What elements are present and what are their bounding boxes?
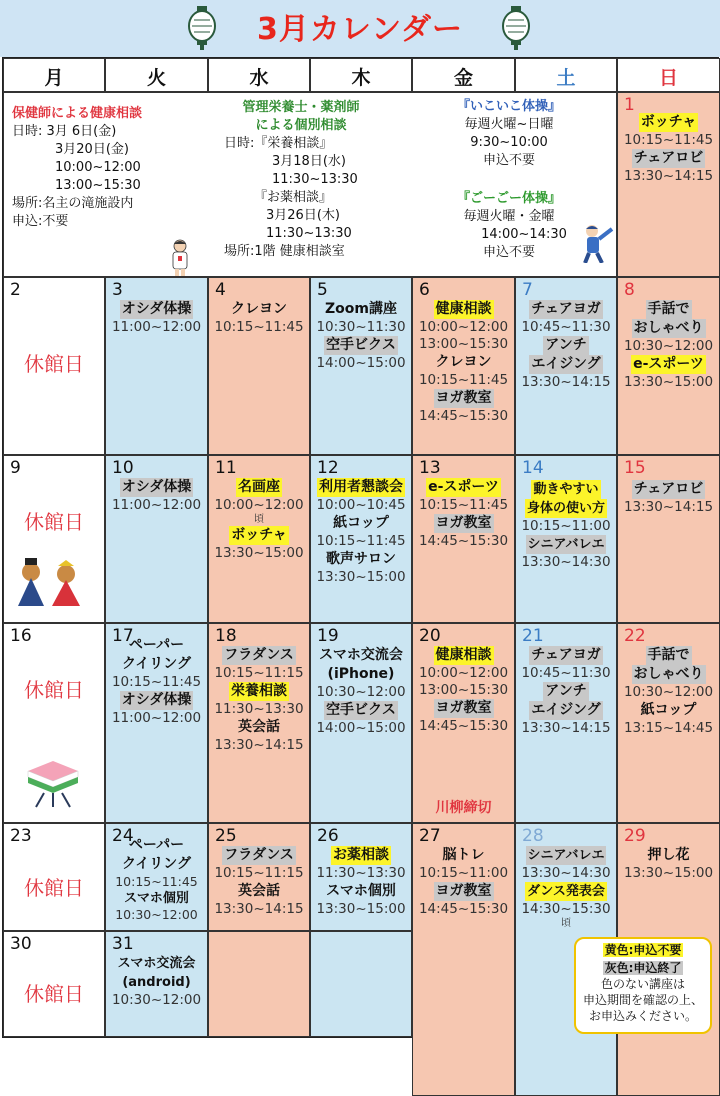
events [516, 480, 616, 571]
gogo-line3: 申込不要 [482, 245, 535, 260]
nutrition-line3: 11:30~13:30 [272, 172, 358, 187]
nurse-icon [167, 239, 193, 277]
event-name[interactable]: クイリング [121, 656, 192, 672]
event-time: 14:00~15:00 [316, 355, 406, 371]
nutrition-line4: 『お薬相談』 [254, 190, 333, 205]
gogo-info [434, 190, 584, 262]
day-cell-18[interactable] [208, 623, 310, 823]
day-cell-20[interactable] [412, 623, 515, 823]
event-time: 10:15~11:45 [623, 132, 714, 148]
event-time: 13:30~14:15 [521, 374, 611, 390]
event-time: 10:30~12:00 [623, 684, 714, 700]
health-date1: 日時: 3月 6日(金) [12, 124, 117, 139]
day-number: 30 [10, 934, 32, 954]
event-name[interactable]: 紙コップ [640, 702, 697, 718]
event-time: 14:45~15:30 [418, 901, 509, 917]
event-time: 13:30~15:00 [214, 545, 304, 561]
event-name[interactable]: ヨガ教室 [435, 883, 492, 899]
event-name[interactable]: クレヨン [231, 301, 287, 317]
day-number: 27 [419, 826, 441, 846]
day-cell-1[interactable] [617, 92, 720, 277]
event-name[interactable]: おしゃべり [633, 666, 704, 682]
hina-doll-icon [14, 556, 84, 608]
health-time1: 10:00~12:00 [55, 160, 141, 175]
event-name[interactable]: ボッチャ [231, 527, 287, 543]
event-name[interactable]: チェアヨガ [531, 647, 601, 663]
event-name[interactable]: ペーパー [128, 837, 185, 853]
events [209, 478, 309, 562]
day-number: 20 [419, 626, 441, 646]
event-time: 10:15~11:45 [418, 372, 509, 388]
day-cell-14[interactable] [515, 455, 617, 623]
info-panel [3, 92, 617, 277]
event-name[interactable]: 押し花 [647, 847, 690, 863]
day-number: 21 [522, 626, 544, 646]
ikoiko-line3: 申込不要 [482, 153, 535, 168]
event-name[interactable]: スマホ交流会 [117, 956, 196, 971]
event-name[interactable]: ヨガ教室 [435, 700, 492, 716]
day-number: 5 [317, 280, 328, 300]
event-name[interactable]: 健康相談 [435, 647, 492, 663]
events [311, 646, 411, 737]
day-cell-4[interactable] [208, 277, 310, 455]
event-name[interactable]: 名画座 [238, 479, 280, 495]
day-number: 31 [112, 934, 134, 954]
event-time: 10:00~10:45 [316, 497, 406, 513]
day-cell-24[interactable] [105, 823, 208, 931]
event-time: 10:15~11:00 [418, 865, 509, 881]
event-time: 13:30~15:00 [623, 865, 714, 881]
event-name[interactable]: アンチ [545, 337, 587, 353]
event-time: 10:15~11:45 [214, 319, 304, 335]
page-title: 3月カレンダー [257, 12, 463, 47]
events [311, 478, 411, 586]
weekday-wed: 水 [208, 58, 310, 92]
lantern-icon [500, 6, 532, 50]
event-time: 10:15~11:45 [115, 874, 198, 889]
ikoiko-line2: 9:30~10:00 [470, 135, 548, 150]
events [413, 300, 514, 425]
closed-label: 休館日 [24, 352, 84, 376]
weekday-thu: 木 [310, 58, 412, 92]
event-time: 10:30~11:30 [316, 319, 406, 335]
day-number: 16 [10, 626, 32, 646]
closed-label: 休館日 [24, 510, 84, 534]
event-time: 10:30~12:00 [316, 684, 406, 700]
senryu-deadline: 川柳締切 [435, 800, 492, 816]
day-number: 17 [112, 626, 134, 646]
event-time: 11:30~13:30 [214, 701, 304, 717]
day-number: 15 [624, 458, 646, 478]
event-name[interactable]: ダンス発表会 [527, 884, 605, 899]
event-name[interactable]: 歌声サロン [326, 551, 396, 567]
event-name[interactable]: 空手ビクス [326, 702, 396, 718]
day-number: 2 [10, 280, 21, 300]
event-name[interactable]: 身体の使い方 [526, 501, 605, 516]
events [106, 954, 207, 1009]
event-time: 10:45~11:30 [521, 319, 611, 335]
weekday-sat: 土 [515, 58, 617, 92]
day-cell-3[interactable] [105, 277, 208, 455]
day-cell-8[interactable] [617, 277, 720, 455]
nutrition-title-box [226, 99, 376, 135]
day-cell-26[interactable] [310, 823, 412, 931]
day-number: 3 [112, 280, 123, 300]
event-time: 14:30~15:30 [521, 901, 611, 917]
event-time: 11:00~12:00 [111, 319, 202, 335]
nutrition-title2: による個別相談 [255, 118, 347, 133]
health-apply: 申込:不要 [12, 214, 69, 229]
event-time: 10:00~12:00 [214, 497, 304, 513]
event-name[interactable]: 栄養相談 [231, 683, 287, 699]
event-time: 11:30~13:30 [316, 865, 406, 881]
day-cell-17[interactable] [105, 623, 208, 823]
day-number: 23 [10, 826, 32, 846]
ikoiko-info [434, 98, 584, 170]
event-time: 13:30~14:15 [623, 168, 714, 184]
event-name[interactable]: (android) [122, 975, 191, 990]
event-time: 14:45~15:30 [418, 718, 509, 734]
events [413, 646, 514, 735]
day-number: 26 [317, 826, 339, 846]
event-name[interactable]: スマホ個別 [124, 891, 189, 906]
legend-yellow: 黄色:申込不要 [604, 943, 682, 957]
day-cell-7[interactable] [515, 277, 617, 455]
approx-mark: 頃 [254, 514, 264, 525]
day-number: 4 [215, 280, 226, 300]
event-name[interactable]: クレヨン [435, 354, 492, 370]
event-name[interactable]: 手話で [647, 647, 690, 663]
events [516, 846, 616, 930]
day-number: 8 [624, 280, 635, 300]
header-bar [0, 0, 720, 57]
day-number: 19 [317, 626, 339, 646]
events [618, 480, 719, 516]
event-name[interactable]: フラダンス [224, 647, 294, 663]
day-number: 22 [624, 626, 646, 646]
lantern-icon [186, 6, 218, 50]
day-cell-11[interactable] [208, 455, 310, 623]
day-cell-12[interactable] [310, 455, 412, 623]
day-cell-9[interactable] [3, 455, 105, 623]
event-name[interactable]: クイリング [121, 856, 192, 872]
health-consult-info [12, 105, 142, 231]
event-time: 11:00~12:00 [111, 497, 202, 513]
event-name[interactable]: 手話で [647, 301, 690, 317]
health-consult-title: 保健師による健康相談 [12, 106, 143, 121]
day-number: 25 [215, 826, 237, 846]
events [106, 836, 207, 922]
day-cell-15[interactable] [617, 455, 720, 623]
events [618, 846, 719, 882]
event-name[interactable]: チェアロビ [633, 150, 704, 166]
events [209, 846, 309, 918]
day-number: 7 [522, 280, 533, 300]
event-time: 10:45~11:30 [521, 665, 611, 681]
day-cell-2[interactable] [3, 277, 105, 455]
event-name[interactable]: 紙コップ [333, 515, 389, 531]
event-name[interactable]: 利用者懇談会 [319, 479, 403, 495]
exercise-person-icon [580, 221, 616, 263]
event-name[interactable]: ヨガ教室 [435, 515, 492, 531]
event-time: 13:30~14:15 [214, 737, 304, 753]
event-time: 13:30~14:30 [521, 865, 611, 881]
gogo-title: 『ごーごー体操』 [456, 191, 561, 206]
events [516, 646, 616, 737]
event-time: 13:30~14:15 [521, 720, 611, 736]
events [413, 478, 514, 550]
event-time: 10:15~11:00 [521, 518, 611, 534]
day-number: 13 [419, 458, 441, 478]
event-time: 13:30~14:15 [214, 901, 304, 917]
health-place: 場所:名主の滝施設内 [12, 196, 134, 211]
event-time: 10:15~11:45 [316, 533, 406, 549]
event-time: 10:15~11:45 [111, 674, 202, 690]
legend-note3: お申込みください。 [588, 1009, 697, 1023]
nutrition-line7: 場所:1階 健康相談室 [224, 244, 345, 259]
closed-label: 休館日 [24, 876, 84, 900]
events [311, 300, 411, 372]
event-name[interactable]: スマホ個別 [326, 883, 396, 899]
event-time: 13:30~15:00 [316, 901, 406, 917]
day-cell-21[interactable] [515, 623, 617, 823]
event-time: 13:30~15:00 [316, 569, 406, 585]
ikoiko-line1: 毎週火曜~日曜 [464, 117, 554, 132]
empty-cell [208, 931, 310, 1037]
day-number: 6 [419, 280, 430, 300]
nutrition-title1: 管理栄養士・薬剤師 [242, 100, 360, 115]
weekday-tue: 火 [105, 58, 208, 92]
event-time: 14:45~15:30 [418, 408, 509, 424]
event-name[interactable]: チェアロビ [633, 481, 704, 497]
event-name[interactable]: お薬相談 [333, 847, 389, 863]
event-name[interactable]: 動きやすい [533, 482, 599, 497]
event-time: 13:00~15:30 [418, 336, 509, 352]
event-time: 13:00~15:30 [418, 682, 509, 698]
day-cell-27[interactable] [412, 823, 515, 1096]
day-cell-30[interactable] [3, 931, 105, 1037]
event-time: 14:45~15:30 [418, 533, 509, 549]
legend-box [574, 937, 712, 1034]
event-name[interactable]: オシダ体操 [121, 479, 192, 495]
events [516, 300, 616, 391]
day-number: 28 [522, 826, 544, 846]
event-time: 10:15~11:15 [214, 865, 304, 881]
events [209, 300, 309, 336]
legend-note1: 色のない講座は [600, 977, 685, 991]
weekday-sun: 日 [617, 58, 720, 92]
health-date2: 3月20日(金) [55, 142, 129, 157]
day-cell-13[interactable] [412, 455, 515, 623]
empty-cell [310, 931, 412, 1037]
day-cell-22[interactable] [617, 623, 720, 823]
day-cell-5[interactable] [310, 277, 412, 455]
events [618, 113, 719, 185]
nutrition-line5: 3月26日(木) [266, 208, 340, 223]
weekday-mon: 月 [3, 58, 105, 92]
events [618, 300, 719, 391]
event-time: 11:00~12:00 [111, 710, 202, 726]
health-time2: 13:00~15:30 [55, 178, 141, 193]
event-time: 10:30~12:00 [111, 992, 202, 1008]
event-name[interactable]: Zoom講座 [325, 301, 397, 317]
nutrition-info [224, 135, 358, 261]
day-number: 18 [215, 626, 237, 646]
event-name[interactable]: シニアバレエ [527, 848, 605, 863]
event-time: 13:15~14:45 [623, 720, 714, 736]
event-time: 10:30~12:00 [115, 907, 198, 922]
event-name[interactable]: オシダ体操 [121, 301, 192, 317]
day-cell-25[interactable] [208, 823, 310, 931]
day-cell-10[interactable] [105, 455, 208, 623]
day-cell-31[interactable] [105, 931, 208, 1037]
event-name[interactable]: 脳トレ [442, 847, 485, 863]
day-number: 12 [317, 458, 339, 478]
events [209, 646, 309, 754]
day-number: 10 [112, 458, 134, 478]
event-name[interactable]: エイジング [531, 702, 601, 718]
event-name[interactable]: 英会話 [238, 883, 280, 899]
event-time: 10:30~12:00 [623, 338, 714, 354]
event-time: 10:00~12:00 [418, 665, 509, 681]
approx-mark: 頃 [561, 918, 571, 929]
day-cell-6[interactable] [412, 277, 515, 455]
event-time: 10:00~12:00 [418, 319, 509, 335]
event-time: 13:30~14:30 [521, 554, 611, 570]
calendar-grid [2, 57, 719, 1038]
event-name[interactable]: e-スポーツ [633, 356, 704, 372]
gogo-line2: 14:00~14:30 [481, 227, 567, 242]
events [106, 478, 207, 514]
event-name[interactable]: 英会話 [238, 719, 280, 735]
day-cell-23[interactable] [3, 823, 105, 931]
event-name[interactable]: スマホ交流会 [319, 647, 403, 663]
legend-gray: 灰色:申込終了 [604, 961, 682, 975]
closed-label: 休館日 [24, 982, 84, 1006]
event-time: 13:30~14:15 [623, 499, 714, 515]
events [413, 846, 514, 918]
event-time: 13:30~15:00 [623, 374, 714, 390]
legend-note2: 申込期間を確認の上、 [582, 993, 703, 1007]
nutrition-line1: 日時:『栄養相談』 [224, 136, 333, 151]
closed-label: 休館日 [24, 678, 84, 702]
nutrition-line2: 3月18日(水) [272, 154, 346, 169]
gogo-line1: 毎週火曜・金曜 [463, 209, 555, 224]
day-number: 24 [112, 826, 134, 846]
event-name[interactable]: ペーパー [128, 637, 185, 653]
event-name[interactable]: チェアヨガ [531, 301, 601, 317]
day-number: 14 [522, 458, 544, 478]
event-name[interactable]: アンチ [545, 683, 587, 699]
weekday-fri: 金 [412, 58, 515, 92]
event-name[interactable]: エイジング [531, 356, 601, 372]
day-cell-16[interactable] [3, 623, 105, 823]
event-name[interactable]: e-スポーツ [428, 479, 499, 495]
event-name[interactable]: 空手ビクス [326, 337, 396, 353]
day-number: 11 [215, 458, 237, 478]
event-time: 10:15~11:15 [214, 665, 304, 681]
day-cell-19[interactable] [310, 623, 412, 823]
events [618, 646, 719, 737]
events [106, 636, 207, 727]
nutrition-line6: 11:30~13:30 [266, 226, 352, 241]
event-name[interactable]: (iPhone) [327, 666, 395, 682]
ikoiko-title: 『いこいこ体操』 [456, 99, 561, 114]
day-number: 1 [624, 95, 635, 115]
event-time: 10:15~11:45 [418, 497, 509, 513]
event-name[interactable]: シニアバレエ [527, 537, 605, 552]
event-name[interactable]: ヨガ教室 [435, 390, 492, 406]
event-time: 14:00~15:00 [316, 720, 406, 736]
day-number: 29 [624, 826, 646, 846]
day-number: 9 [10, 458, 21, 478]
event-name[interactable]: おしゃべり [633, 320, 704, 336]
events [311, 846, 411, 918]
event-name[interactable]: ボッチャ [640, 114, 697, 130]
event-name[interactable]: オシダ体操 [121, 692, 192, 708]
hishimochi-icon [26, 759, 80, 809]
event-name[interactable]: 健康相談 [435, 301, 492, 317]
events [106, 300, 207, 336]
event-name[interactable]: フラダンス [224, 847, 294, 863]
